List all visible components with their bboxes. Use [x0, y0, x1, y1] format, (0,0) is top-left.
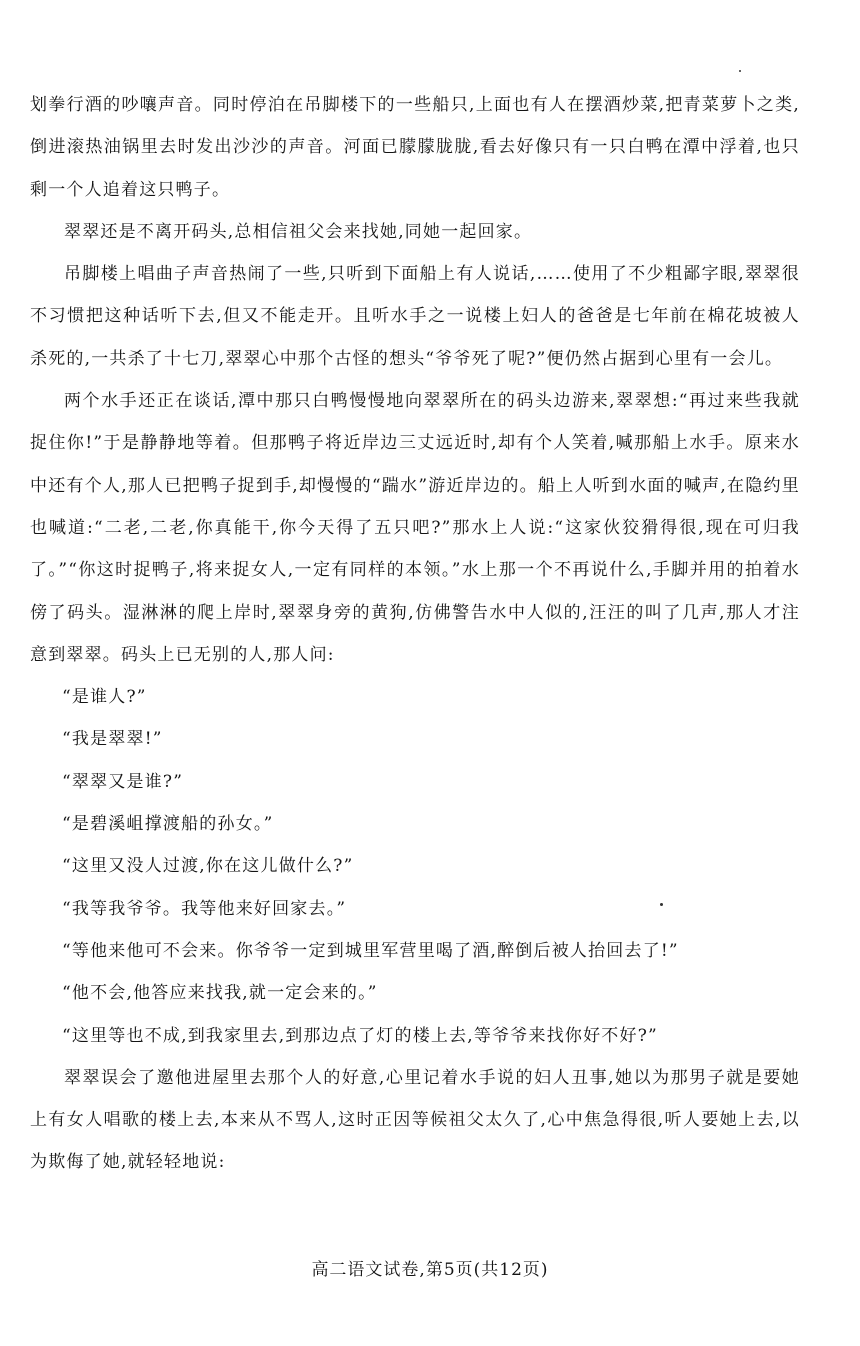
- dialogue-line: “翠翠又是谁?”: [62, 771, 184, 792]
- dialogue-line: “我是翠翠!”: [62, 729, 163, 750]
- dialogue-line: “这里又没人过渡,你在这儿做什么?”: [62, 856, 354, 877]
- dialogue-line: “我等我爷爷。我等他来好回家去。”: [62, 898, 347, 919]
- dialogue-line: “是谁人?”: [62, 687, 147, 708]
- dialogue-line: “这里等也不成,到我家里去,到那边点了灯的楼上去,等爷爷来找你好不好?”: [62, 1025, 658, 1046]
- dialogue-line: “他不会,他答应来找我,就一定会来的。”: [62, 983, 378, 1004]
- paragraph-continued: 划拳行酒的吵嚷声音。同时停泊在吊脚楼下的一些船只,上面也有人在摆酒炒菜,把青菜萝卜之类,倒进滚热油锅里去时发出沙沙的声音。河面已朦朦胧胧,看去好像只有一只白鸭在潭中浮着,也只剩一个人追着这只鸭子。: [30, 95, 800, 200]
- dialogue-line: “等他来他可不会来。你爷爷一定到城里军营里喝了酒,醉倒后被人抬回去了!”: [62, 940, 679, 961]
- passage-body: [30, 84, 800, 1184]
- scan-speck: [739, 70, 741, 72]
- paragraph: 两个水手还正在谈话,潭中那只白鸭慢慢地向翠翠所在的码头边游来,翠翠想:“再过来些我就捉住你!”于是静静地等着。但那鸭子将近岸边三丈远近时,却有个人笑着,喊那船上水手。原来水中还有个人,那人已把鸭子捉到手,却慢慢的“踹水”游近岸边的。船上人听到水面的喊声,在隐约里也喊道:“二老,二老,你真能干,你今天得了五只吧?”那水上人说:“这家伙狡猾得很,现在可归我了。”“你这时捉鸭子,将来捉女人,一定有同样的本领。”水上那一个不再说什么,手脚并用的拍着水傍了码头。湿淋淋的爬上岸时,翠翠身旁的黄狗,仿佛警告水中人似的,汪汪的叫了几声,那人才注意到翠翠。码头上已无别的人,那人问:: [30, 391, 800, 665]
- closing-paragraph: 翠翠误会了邀他进屋里去那个人的好意,心里记着水手说的妇人丑事,她以为那男子就是要她上有女人唱歌的楼上去,本来从不骂人,这时正因等候祖父太久了,心中焦急得很,听人要她上去,以为欺侮了她,就轻轻地说:: [30, 1067, 800, 1173]
- paragraph: 吊脚楼上唱曲子声音热闹了一些,只听到下面船上有人说话,……使用了不少粗鄙字眼,翠翠很不习惯把这种话听下去,但又不能走开。且听水手之一说楼上妇人的爸爸是七年前在棉花坡被人杀死的,一共杀了十七刀,翠翠心中那个古怪的想头“爷爷死了呢?”便仍然占据到心里有一会儿。: [30, 264, 800, 369]
- dialogue-line: “是碧溪岨撑渡船的孙女。”: [62, 814, 274, 835]
- page-footer: 高二语文试卷,第5页(共12页): [311, 1260, 549, 1280]
- paragraph: 翠翠还是不离开码头,总相信祖父会来找她,同她一起回家。: [64, 221, 533, 242]
